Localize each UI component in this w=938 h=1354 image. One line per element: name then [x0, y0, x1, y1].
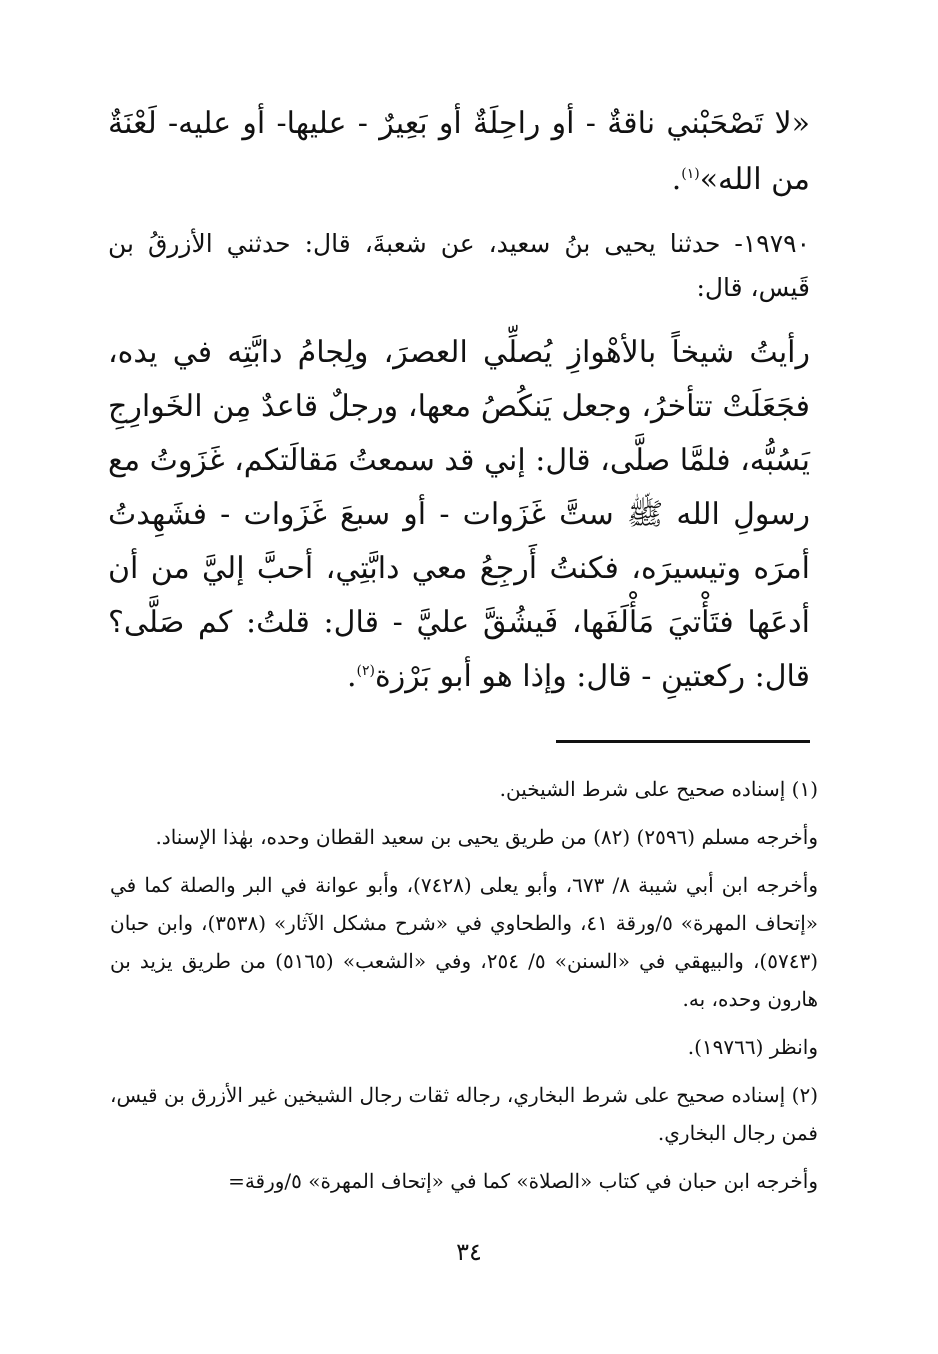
hadith-ending-paragraph — [108, 96, 810, 208]
footnote-2-sources: وأخرجه ابن حبان في كتاب «الصلاة» كما في «إتحاف المهرة» ٥/ورقة= — [228, 1169, 818, 1193]
hadith-matn-text: رأيتُ شيخاً بالأهْوازِ يُصلِّي العصرَ، ولِجامُ دابَّتِه في يده، فجَعَلَتْ تتأخرُ، وجعل يَنكُصُ معها، ورجلٌ قاعدٌ مِن الخَوارِجِ يَسُبُّه، فلمَّا صلَّى، قال: إني قد سمعتُ مَقالَتكم، غَزَوتُ مع رسولِ الله ﷺ ستَّ غَزَوات - أو سبعَ غَزَوات - فشَهِدتُ أمرَه وتيسيرَه، فكنتُ أَرجِعُ معي دابَّتِي، أحبَّ إليَّ من أن أدعَها فتَأْتيَ مَأْلَفَها، فَيشُقَّ عليَّ - قال: قلتُ: كم صَلَّى؟ قال: ركعتينِ - قال: وإذا هو أبو بَرْزة — [108, 335, 810, 694]
hadith-ending-text: «لا تَصْحَبْني ناقةٌ - أو راحِلَةٌ أو بَعِيرٌ - عليها- أو عليه- لَعْنَةٌ من الله» — [108, 106, 810, 197]
footnote-2-grading: (٢) إسناده صحيح على شرط البخاري، رجاله ثقات رجال الشيخين غير الأزرق بن قيس، فمن رجال البخاري. — [110, 1083, 818, 1145]
footnote-1-grading: (١) إسناده صحيح على شرط الشيخين. — [499, 777, 818, 801]
main-text — [108, 96, 810, 704]
hadith-ending-period: . — [671, 162, 682, 197]
footnote-divider — [556, 740, 810, 743]
footnote-1-sources: وأخرجه ابن أبي شيبة ٨/ ٦٧٣، وأبو يعلى (٧٤٢٨)، وأبو عوانة في البر والصلة كما في «إتحاف المهرة» ٥/ورقة ٤١، والطحاوي في «شرح مشكل الآثار» (٣٥٣٨)، وابن حبان (٥٧٤٣)، والبيهقي في «السنن» ٥/ ٢٥٤، وفي «الشعب» (٥١٦٥) من طريق يزيد بن هارون وحده، به. — [110, 873, 818, 1011]
footnote-ref-2: (٢) — [356, 663, 376, 679]
hadith-isnad-paragraph: ١٩٧٩٠- حدثنا يحيى بنُ سعيد، عن شعبةَ، قال: حدثني الأزرقُ بن قَيس، قال: — [108, 229, 810, 302]
hadith-matn-paragraph — [108, 326, 810, 704]
hadith-matn-period: . — [347, 659, 357, 694]
footnote-1-see-also: وانظر (١٩٧٦٦). — [687, 1035, 818, 1059]
page-number: ٣٤ — [456, 1238, 482, 1266]
footnote-ref-1: (١) — [681, 166, 700, 182]
footnote-1-muslim: وأخرجه مسلم (٢٥٩٦) (٨٢) من طريق يحيى بن سعيد القطان وحده، بهٰذا الإسناد. — [155, 825, 818, 849]
footnotes — [110, 770, 818, 1210]
